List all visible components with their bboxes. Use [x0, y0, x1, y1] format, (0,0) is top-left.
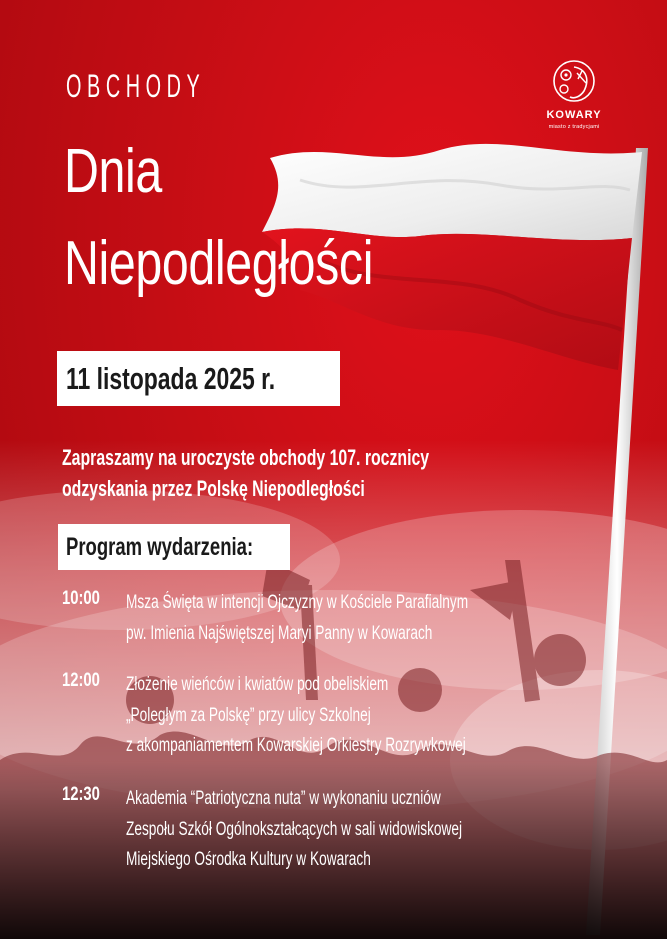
event-line: Msza Święta w intencji Ojczyzny w Kościele Parafialnym — [126, 592, 469, 613]
intro-text — [62, 442, 429, 504]
intro-line-1: Zapraszamy na uroczyste obchody 107. rocznicy — [62, 445, 430, 470]
logo-tagline: miasto z tradycjami — [548, 124, 600, 130]
event-description — [126, 784, 462, 876]
event-line: Zespołu Szkół Ogólnokształcących w sali widowiskowej — [126, 818, 463, 840]
event-description — [126, 670, 466, 762]
intro-line-2: odzyskania przez Polskę Niepodległości — [62, 476, 365, 501]
program-heading-box — [58, 524, 290, 570]
city-logo — [524, 57, 624, 137]
kowary-emblem-icon — [524, 57, 624, 107]
event-time: 12:30 — [62, 784, 100, 805]
title-line-2: Niepodległości — [64, 229, 374, 298]
event-line: „Poległym za Polskę” przy ulicy Szkolnej — [126, 704, 371, 726]
event-line: Złożenie wieńców i kwiatów pod obeliskiem — [126, 674, 389, 695]
event-time: 10:00 — [62, 588, 100, 609]
kicker-text: OBCHODY — [66, 68, 206, 104]
event-line: Miejskiego Ośrodka Kultury w Kowarach — [126, 849, 371, 870]
logo-name: KOWARY — [546, 109, 602, 121]
event-line: Akademia “Patriotyczna nuta” w wykonaniu uczniów — [126, 788, 441, 809]
event-time: 12:00 — [62, 670, 100, 691]
event-line: z akompaniamentem Kowarskiej Orkiestry Rozrywkowej — [126, 735, 466, 756]
event-description — [126, 588, 468, 649]
event-date: 11 listopada 2025 r. — [66, 361, 276, 396]
program-heading: Program wydarzenia: — [66, 533, 254, 561]
event-line: pw. Imienia Najświętszej Maryi Panny w Kowarach — [126, 622, 433, 644]
title-line-1: Dnia — [64, 137, 162, 206]
date-box — [57, 351, 340, 406]
